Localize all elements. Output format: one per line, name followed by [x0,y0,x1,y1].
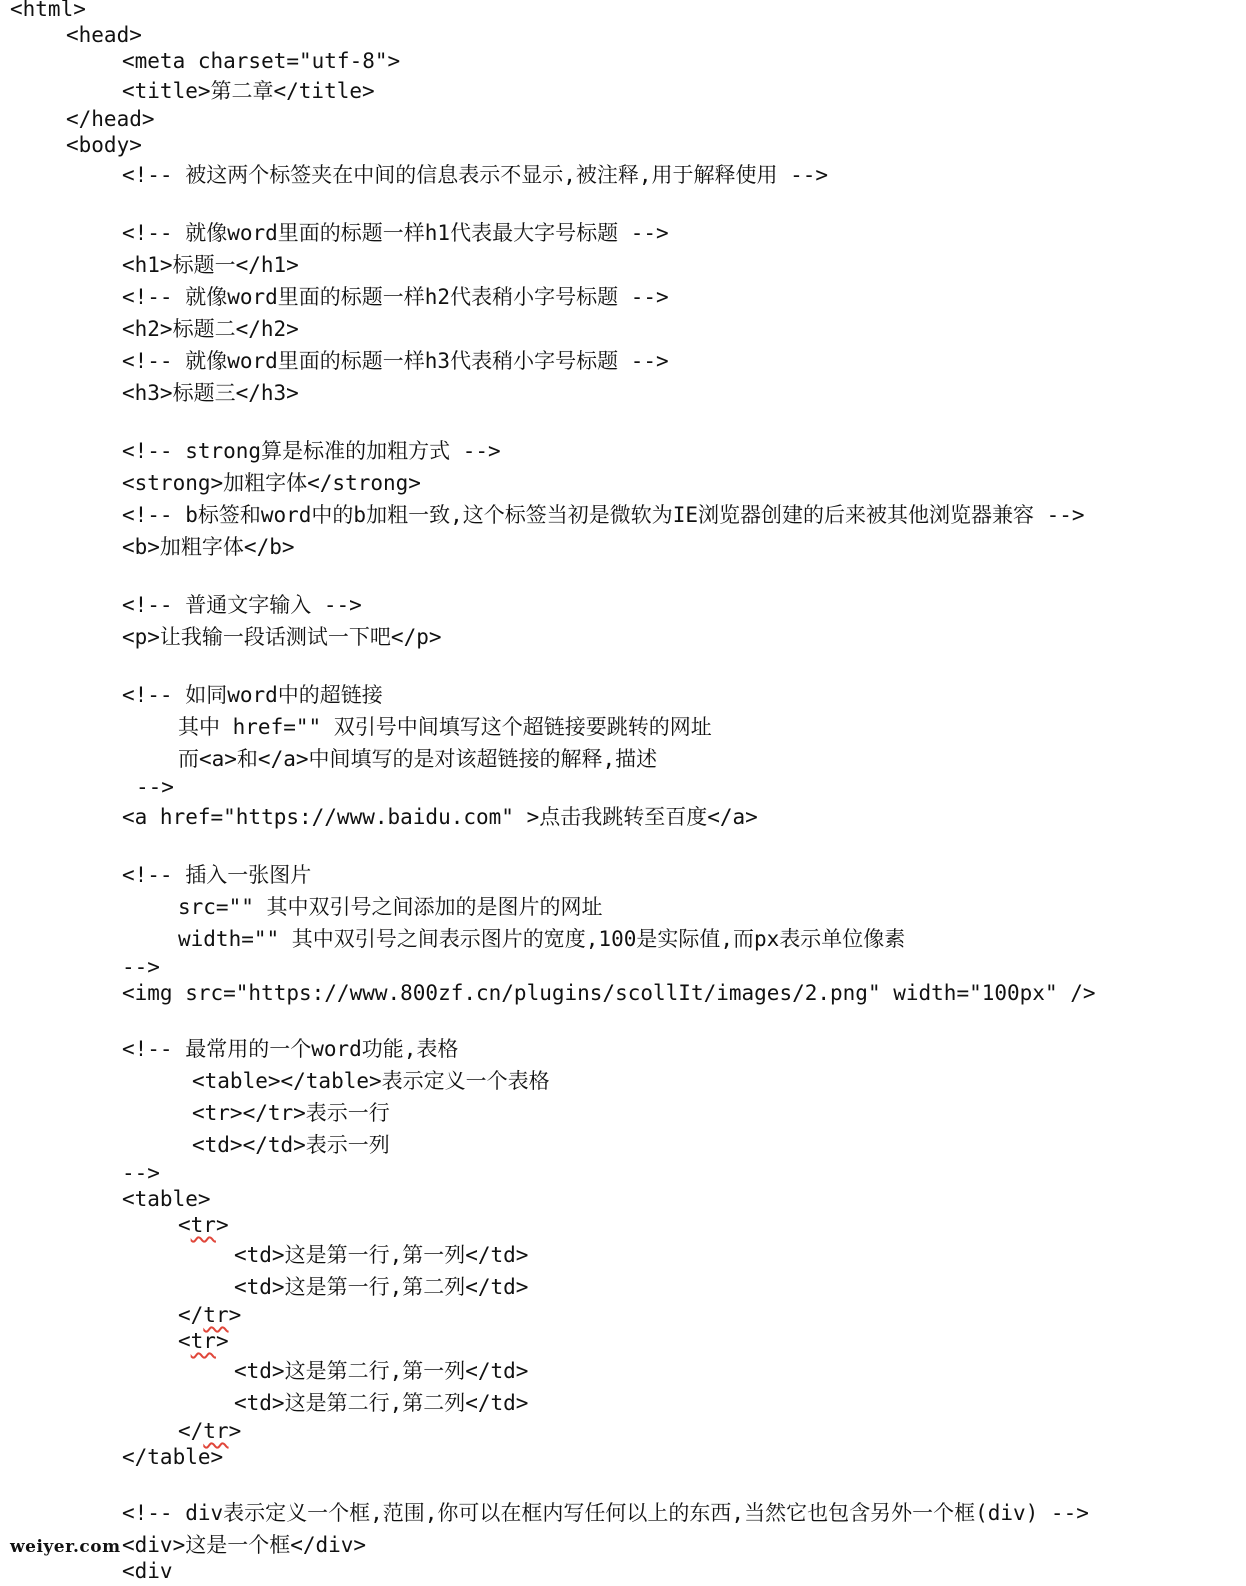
tag-bracket: < [178,1329,191,1353]
code-line: <img src="https://www.800zf.cn/plugins/scollIt/images/2.png" width="100px" /> [122,981,1096,1005]
code-comment-line: --> [136,775,174,799]
code-line: <div [122,1559,173,1583]
spellcheck-squiggle: tr [190,1329,216,1353]
code-line: <body> [66,133,142,157]
code-line: <td>这是第一行,第一列</td> [234,1243,529,1267]
code-line: <b>加粗字体</b> [122,535,295,559]
tag-bracket: </ [178,1303,204,1327]
code-line: <title>第二章</title> [122,79,375,103]
code-line: <table> [122,1187,211,1211]
code-line: </table> [122,1445,224,1469]
code-comment-line: <!-- strong算是标准的加粗方式 --> [122,439,501,463]
code-line: <td>这是第二行,第一列</td> [234,1359,529,1383]
tag-bracket: > [215,1329,229,1353]
spellcheck-squiggle: tr [203,1303,229,1327]
code-line: <div>这是一个框</div> [122,1533,367,1557]
code-comment-line: 其中 href="" 双引号中间填写这个超链接要跳转的网址 [178,715,712,739]
code-line: <head> [66,23,142,47]
code-line: <td>这是第一行,第二列</td> [234,1275,529,1299]
tag-bracket: > [228,1419,242,1443]
code-editor [10,0,1246,1583]
code-comment-line: <!-- 普通文字输入 --> [122,593,362,617]
code-comment-line: <!-- 就像word里面的标题一样h3代表稍小字号标题 --> [122,349,669,373]
code-comment-line: src="" 其中双引号之间添加的是图片的网址 [178,895,603,919]
code-comment-line: --> [122,955,160,979]
tag-bracket: < [178,1213,191,1237]
code-line: <h2>标题二</h2> [122,317,299,341]
code-line: </head> [66,107,155,131]
code-comment-line: <td></td>表示一列 [192,1133,390,1157]
code-comment-line: <!-- 如同word中的超链接 [122,683,383,707]
code-comment-line: width="" 其中双引号之间表示图片的宽度,100是实际值,而px表示单位像素 [178,927,906,951]
tag-bracket: </ [178,1419,204,1443]
code-comment-line: 而<a>和</a>中间填写的是对该超链接的解释,描述 [178,747,658,771]
code-comment-line: <!-- 被这两个标签夹在中间的信息表示不显示,被注释,用于解释使用 --> [122,163,829,187]
code-line-tr-open [178,1210,229,1240]
code-line: <strong>加粗字体</strong> [122,471,421,495]
code-line: <td>这是第二行,第二列</td> [234,1391,529,1415]
code-line: <h1>标题一</h1> [122,253,299,277]
code-comment-line: <!-- b标签和word中的b加粗一致,这个标签当初是微软为IE浏览器创建的后来被其他浏览器兼容 --> [122,503,1085,527]
code-comment-line: <!-- 就像word里面的标题一样h1代表最大字号标题 --> [122,221,669,245]
watermark: weiyer.com [10,1537,121,1557]
code-line: <meta charset="utf-8"> [122,49,401,73]
code-comment-line: <!-- 最常用的一个word功能,表格 [122,1037,459,1061]
code-comment-line: <table></table>表示定义一个表格 [192,1069,550,1093]
spellcheck-squiggle: tr [203,1419,229,1443]
code-comment-line: <!-- div表示定义一个框,范围,你可以在框内写任何以上的东西,当然它也包含另外一个框(div) --> [122,1501,1089,1525]
code-line: <h3>标题三</h3> [122,381,299,405]
code-comment-line: <!-- 插入一张图片 [122,863,312,887]
code-line: <p>让我输一段话测试一下吧</p> [122,625,442,649]
code-comment-line: <!-- 就像word里面的标题一样h2代表稍小字号标题 --> [122,285,669,309]
code-comment-line: --> [122,1161,160,1185]
code-comment-line: <tr></tr>表示一行 [192,1101,390,1125]
tag-bracket: > [215,1213,229,1237]
spellcheck-squiggle: tr [190,1213,216,1237]
tag-bracket: > [228,1303,242,1327]
code-line: <html> [10,0,86,21]
code-line: <a href="https://www.baidu.com" >点击我跳转至百度</a> [122,805,758,829]
code-line-tr-open [178,1326,229,1356]
